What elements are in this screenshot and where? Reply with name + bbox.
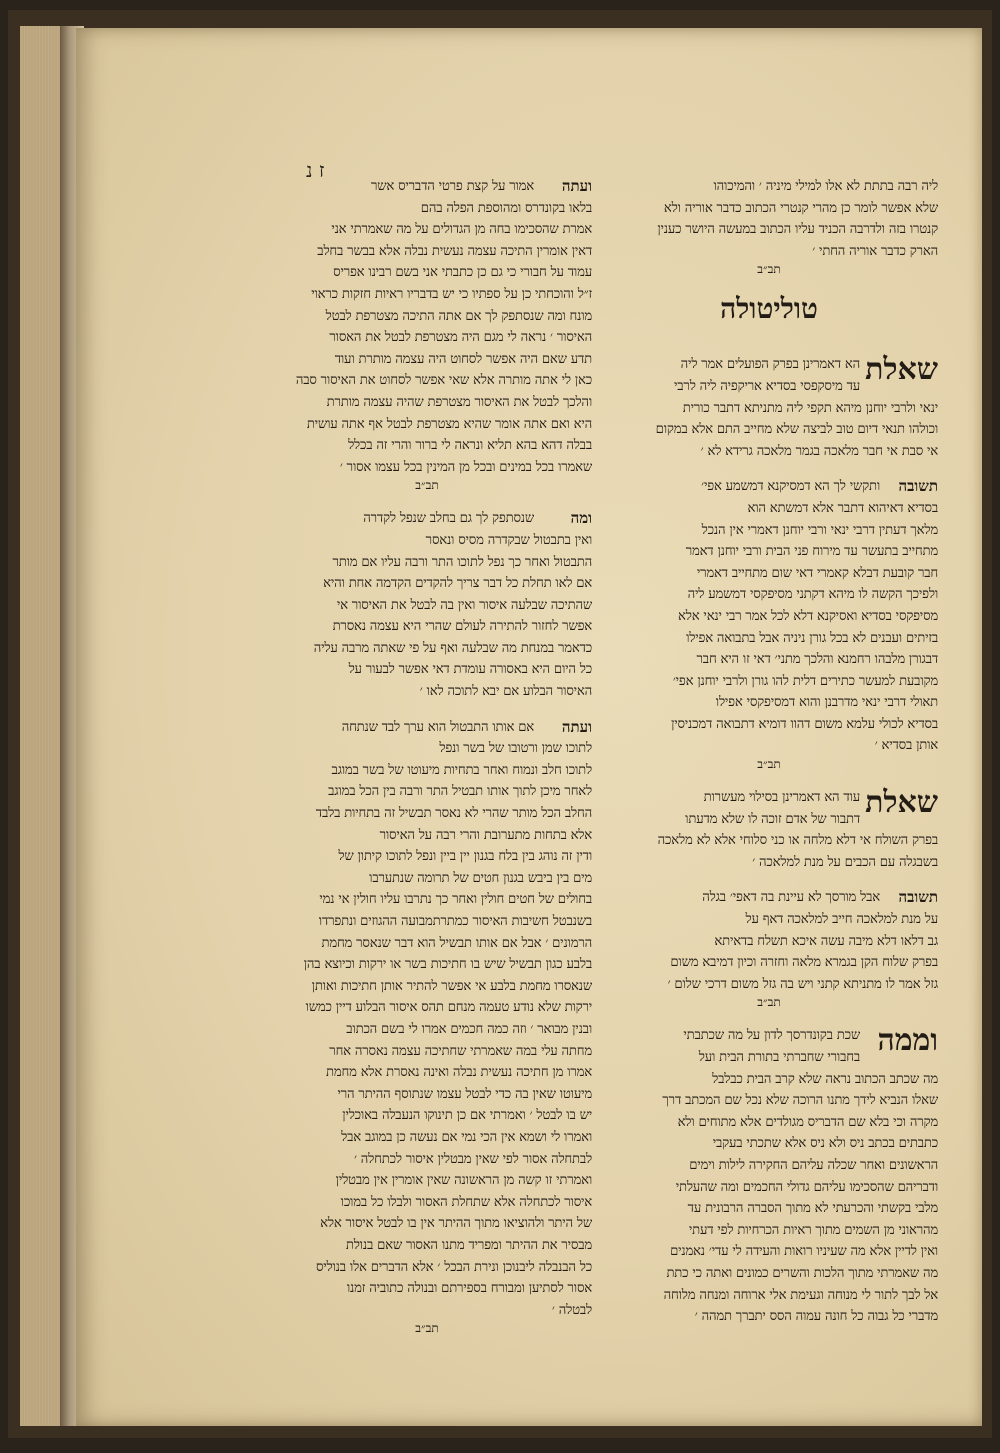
text-line: עוד הא דאמרינן בסילוי מעשרות	[703, 790, 860, 806]
text-line: תאולי דרבי ינאי מדרבנן והוא דמסיפקסי אפילו	[715, 695, 938, 711]
text-line: היא ואם אתה אומר שהיא מצטרפת לבטל אף אתה עושית	[306, 416, 592, 432]
text-line: בחבורי שחברתי בתורת הבית ועל	[698, 1050, 860, 1065]
text-line: בפרק השולח אי דלא מלחה או כני סלוחי אלא לא מלאכה	[657, 833, 938, 849]
section-body-lines	[262, 530, 592, 703]
text-line: ז״ל והוכחתי כן על ספתיו כי יש בדבריו ראיות חזקות כראוי	[311, 286, 592, 302]
page-edges	[20, 26, 61, 1426]
section-lead-word: ועתה	[561, 177, 592, 195]
section-head-lines	[600, 887, 880, 909]
text-line: אמרת שהסכימו בחה מן הגדולים על מה שאמרתי אני	[331, 222, 592, 238]
section-head-lines	[600, 354, 860, 397]
text-line: מונח ומה שנסתפק לך אם אתה התיכה מצטרפת לבטל	[325, 308, 592, 324]
right-column	[600, 176, 938, 1342]
text-line: לאחר מיכן לתוך אותו תבטיל התר ורבה בין הכל במוגב	[328, 784, 592, 800]
section-head-lines	[262, 717, 534, 739]
section-lead-word: תשובה	[898, 477, 938, 496]
text-line: מקרה וכי בלא שם הדבריס מגולדים אלא מתוחים ולא	[677, 1114, 938, 1130]
text-line: הא דאמרינן בפרק הפועלים אמר ליה	[680, 357, 860, 373]
text-line: של היתר ולהוציאו מתוך ההיתר אין בו לבטל איסור אלא	[320, 1216, 592, 1232]
text-line: והלכך לבטל את האיסור מצטרפת שהיה עצמה מותרת	[326, 394, 592, 410]
text-line: ותקשי לך הא דמסיקנא דמשמע אפי׳	[701, 479, 880, 495]
intro-block	[600, 176, 938, 278]
text-line: האיסור הבלוע אם יבא לתוכה לאו ׳	[419, 684, 592, 700]
section-body-lines	[600, 909, 938, 995]
section-closing: תב״ב	[757, 995, 781, 1010]
text-line: מדברי כל גבוה כל חונה עמוה הסס יתברך תמהה ׳	[694, 1309, 938, 1325]
text-line: כתבתים בכתב ניס ולא ניס אלא שתכתי בעקבי	[712, 1136, 938, 1152]
section-head-lines	[600, 787, 860, 830]
text-line: אם אותו התבטול הוא ערך לבד שנתחה	[341, 719, 534, 735]
text-line: מסיפקסי בסדיא ואסיקנא דלא לכל אמר רבי ינאי אלא	[678, 608, 938, 624]
text-line: הארק כדבר אוריה החתי ׳	[812, 243, 938, 259]
section-head-row	[600, 887, 938, 909]
text-line: אי סבת אי חבר מלאכה בגמר מלאכה גרידא לא ׳	[700, 443, 938, 459]
text-line: עד מיסקפסי בסדיא אריקפיה ליה לרבי	[674, 378, 860, 394]
section-head-row	[262, 717, 592, 739]
text-line: כדאמר במנחת מה שבלעה ואף על פי שאתה מרבה עליה	[313, 640, 592, 656]
text-line: ודין זה נוהג בין בלח בגנון יין ביין ונפל לתוכו קיתון של	[338, 849, 592, 865]
section-lead-word: שאלת	[865, 785, 938, 821]
responsum-section	[600, 354, 938, 462]
section-lead-word: וממה	[877, 1023, 938, 1059]
text-line: החלב הכל מותר שהרי לא נאסר תבשיל זה בתחיות בלבד	[315, 806, 592, 822]
responsum-section	[600, 887, 938, 1011]
text-line: כל הבנבלה ליבנוכן ונירת הבכל ׳ אלא הדברים אלו בנוליס	[315, 1259, 592, 1275]
text-line: עמוד על חבורי כי גם כן כתבתי אני בשם רבינו אפריס	[333, 265, 592, 281]
text-line: אבל מורסך לא עיינת בה דאפי׳ בגלה	[702, 890, 880, 906]
text-line: בלאו בקונדרס ומהוספת הפלה בהם	[420, 200, 592, 216]
text-line: אסור לסתיען ומבורח בספירתם ובנולה כתוביה זמנו	[346, 1281, 592, 1297]
section-lead-word: ועתה	[561, 717, 592, 736]
text-line: מתחייב בתעשר עד מירוח פני הבית ורבי יוחנן דאמר	[685, 544, 938, 560]
text-line: על מנת למלאכה חייב למלאכה דאף על	[745, 912, 938, 928]
text-line: ואמרתי זו קשה מן הראשונה שאין אומרין אין מבטלין	[335, 1173, 592, 1189]
text-line: ואין לדיין אלא מה שעיניו רואות והעידה לי עדי׳ נאמנים	[670, 1244, 938, 1260]
text-line: וכולהו תנאי דיום טוב לביצה שלא מחייב התם אלא במקום	[655, 422, 938, 438]
section-lead-word: שאלת	[865, 352, 938, 388]
section-lead-word: ומה	[570, 509, 592, 528]
text-line: חבר קובעת דבלא קאמרי דאי שום מתחייב דאמרי	[696, 565, 938, 581]
right-sections	[600, 354, 938, 1327]
section-head-row	[600, 354, 938, 397]
text-line: גב דלאו דלא מיבה עשה איכא תשלח בדאיתא	[714, 933, 938, 949]
responsum-section	[262, 508, 592, 702]
text-line: דבגורן מלבהו רחמנא והלכך מתני׳ דאי זו היא חבר	[696, 652, 938, 668]
text-line: אותן בסדיא ׳	[874, 738, 938, 754]
text-line: אמור על קצת פרטי הדבריס אשר	[370, 179, 534, 194]
text-line: אפשר לחזור להתירה לעולם שהרי היא עצמה נאסרת	[332, 619, 592, 635]
text-line: מהראוני מן השמים מתוך ראיות הכרחיות לפי דעתי	[688, 1222, 938, 1238]
responsum-section	[262, 176, 592, 494]
text-line: ואמרו לי ושמא אין הכי נמי אם נעשה כן במוגב אבל	[341, 1129, 592, 1145]
text-line: לבטלה ׳	[551, 1302, 592, 1318]
section-closing: תב״ב	[415, 1321, 439, 1336]
responsum-section	[262, 717, 592, 1338]
text-line: שנאסרו מחמת בלבע אי אפשר להתיר אותן חתיכות ואותן	[311, 978, 592, 994]
text-line: מים בין ביבש בגנון חטים של תרומה שנתערבו	[369, 870, 592, 886]
text-line: ליה רבה בתתת לא אלו למילי מיניה ׳ והמיכוהו	[713, 179, 938, 194]
section-head-row	[600, 476, 938, 498]
text-line: כאן לי אתה מותרה אלא שאי אפשר לסחוט את האיסור סבה	[295, 373, 592, 389]
section-head-lines	[262, 508, 534, 530]
text-line: מבסיר את ההיתר ומפריד מתנו האסור שאם בנולת	[345, 1237, 592, 1253]
text-line: מיעוטו שאין בה כדי לבטל עצמו שנתוסף ההיתר הרי	[337, 1086, 592, 1102]
place-title: טוליטולה	[720, 292, 818, 326]
text-line: הרמונים ׳ אבל אם אותו תבשיל הוא דבר שנאסר מחמת	[321, 935, 592, 951]
text-line: שכת בקונדרסך לדון על מה שכתבתי	[683, 1028, 860, 1044]
text-line: דאין אומרין התיכה עצמה נעשית נבלה אלא בבשר בחלב	[317, 243, 592, 259]
intro-lines	[600, 176, 938, 262]
text-line: מקובעת למעשר כתירים דלית להו גורן ולרבי יוחנן אפי׳	[672, 673, 938, 689]
left-sections	[262, 176, 592, 1337]
responsum-section	[600, 787, 938, 873]
text-line: שאלו הנביא לידך מתנו הרוכה שלא נכל שם המכתב דרך	[662, 1093, 938, 1109]
text-line: איסור לכתחלה אלא שתחלת האסור ולבלו כל במוכו	[340, 1194, 592, 1210]
text-line: אם לאו תחלת כל דבר צריך להקדים הקדמה אחת והיא	[323, 576, 592, 592]
section-body-lines	[600, 1069, 938, 1328]
text-line: קנטרו בזה ולדרבה הכניד עליו הכתוב במעשה היושר כענין	[657, 222, 938, 238]
text-line: דתבור של אדם זוכה לו שלא מדעתו	[685, 811, 860, 827]
text-line: אל לבך לתור לי מנוחה וגעימת אלי ארוחה ומנחה מלוחה	[663, 1287, 938, 1303]
left-column	[262, 176, 592, 1351]
text-line: בשבגלה עם הכבים על מנת למלאכה ׳	[752, 854, 938, 870]
text-line: בחולים של חטים חולין ואחר כך נתרבו עליו חולין אי נמי	[319, 892, 592, 908]
text-line: לבתחלה אסור לפי שאין מבטלין איסור לכתחלה ׳	[353, 1151, 592, 1167]
text-line: כל היום היא באסורה עומדת דאי אפשר לבעור על	[348, 662, 592, 678]
text-line: בשנבטל חשיבות האיסור כמתרתמבועה ההגוזים ונתפרדו	[318, 914, 592, 929]
section-body-lines	[600, 498, 938, 757]
text-line: בבלה דהא בהא תליא ונראה לי ברור והרי זה בכלל	[348, 438, 592, 454]
section-head-lines	[600, 1025, 860, 1068]
text-line: יש בו לבטל ׳ ואמרתי אם כן תינוקו הנעבלה באוכלין	[342, 1108, 592, 1124]
text-line: ואין בתבטול שבקדרה מסיס ונאסר	[425, 532, 592, 548]
section-body-lines	[262, 198, 592, 479]
text-line: לתוכו שמן ורטובו של בשר ונפל	[439, 741, 592, 757]
text-line: שנסתפק לך גם בחלב שנפל לקדרה	[363, 511, 534, 527]
text-line: בסדיא דאיהוא דתבר אלא דמשתא הוא	[747, 500, 938, 516]
text-line: מה שכתב הכתוב נראה שלא קרב הבית כבלבל	[712, 1071, 938, 1087]
text-line: מלבי בקשתי והכרעתי לא מתוך הסברה הרבונית עד	[687, 1201, 938, 1217]
text-line: מלאך דעתין דרבי ינאי ורבי יוחנן דאמרי אין הנכל	[701, 522, 938, 538]
text-line: אמרו מן חתיכה נעשית נבלה ואינה נאסרת אלא מחמת	[326, 1065, 592, 1081]
text-line: בזיתים ועבנים לא בכל גורן ניניה אבל בתבואה אפילו	[686, 630, 938, 646]
text-line: האיסור ׳ נראה לי מגם היה מצטרפת לבטל את האסור	[329, 330, 592, 346]
section-head-lines	[600, 476, 880, 498]
text-line: מחתה עלי במה שאמרתי שחתיכה עצמה נאסרה אחר	[329, 1043, 592, 1059]
section-head-row	[262, 176, 592, 198]
text-line: אלא בתחות מתערובת והרי רבה על האיסור	[379, 827, 592, 843]
text-line: לתוכו חלב ונמוח ואחר בתחיות מיעוטו של בשר במוגב	[331, 762, 592, 778]
text-line: שלא אפשר לומר כן מהרי קנטרי הכתוב כדבר אוריה ולא	[663, 200, 938, 216]
section-lead-word: תשובה	[898, 888, 938, 907]
text-line: שהתיכה שבלעה איסור ואין בה לבטל את האיסור אי	[336, 597, 592, 613]
text-line: ירקות שלא נודע טעמה מנחם תהס איסור הבלוע דיין כמשו	[305, 1000, 592, 1016]
section-body-lines	[262, 738, 592, 1321]
text-line: גזל אמר לו מתניתא קתני ויש בה גזל משום דרכי שלום ׳	[667, 976, 938, 992]
text-line: בפרק שלוח הקן בגמרא מלאה וחזרה וכיון דמיבא משום	[670, 955, 938, 971]
responsum-section	[600, 476, 938, 773]
text-line: בלבע כגון תבשיל שיש בו חתיכות בשר או ירקות וכיוצא בהן	[303, 957, 592, 973]
text-line: תדע שאם היה אפשר לסחוט היה עצמה מותרת ועוד	[334, 351, 592, 367]
section-body-lines	[600, 830, 938, 873]
responsum-section	[600, 1025, 938, 1327]
section-closing: תב״ב	[757, 757, 781, 772]
text-line: ינאי ולרבי יוחנן מיהא תקפי ליה מתניתא דתבר כורית	[682, 400, 938, 416]
text-line: התבטול ואחר כך נפל לתוכו התר ורבה עליו אם מותר	[332, 554, 592, 570]
text-line: ובנין מבואר ׳ וזה כמה חכמים אמרו לי בשם הכתוב	[346, 1021, 592, 1037]
text-line: מה שאמרתי מתוך הלכות והשרים כמונים ואתה כי כתת	[666, 1265, 938, 1281]
intro-closing: תב״ב	[757, 262, 781, 277]
section-head-row	[600, 1025, 938, 1068]
section-body-lines	[600, 398, 938, 463]
text-line: הראשונים ואחר שכלה עליהם החקירה לילות וימים	[689, 1157, 938, 1173]
text-line: שאמרו בכל במינים ובכל מן המינין בכל עצמו אסור ׳	[339, 459, 592, 475]
folio-number: ז נ	[306, 158, 325, 182]
section-head-row	[600, 787, 938, 830]
section-head-row	[262, 508, 592, 530]
section-head-lines	[262, 176, 534, 198]
text-line: ולפיכך הקשה לו מיהא דקתני מסיפקסי דמשמע ליה	[687, 587, 938, 603]
text-line: ודבריהם שהסכימו עליהם גדולי החכמים ומה שהעלתי	[675, 1179, 938, 1195]
section-closing: תב״ב	[415, 478, 439, 493]
text-line: בסדיא לכולי עלמא משום דהוו דומיא דתבואה דמכניסין	[671, 716, 938, 732]
